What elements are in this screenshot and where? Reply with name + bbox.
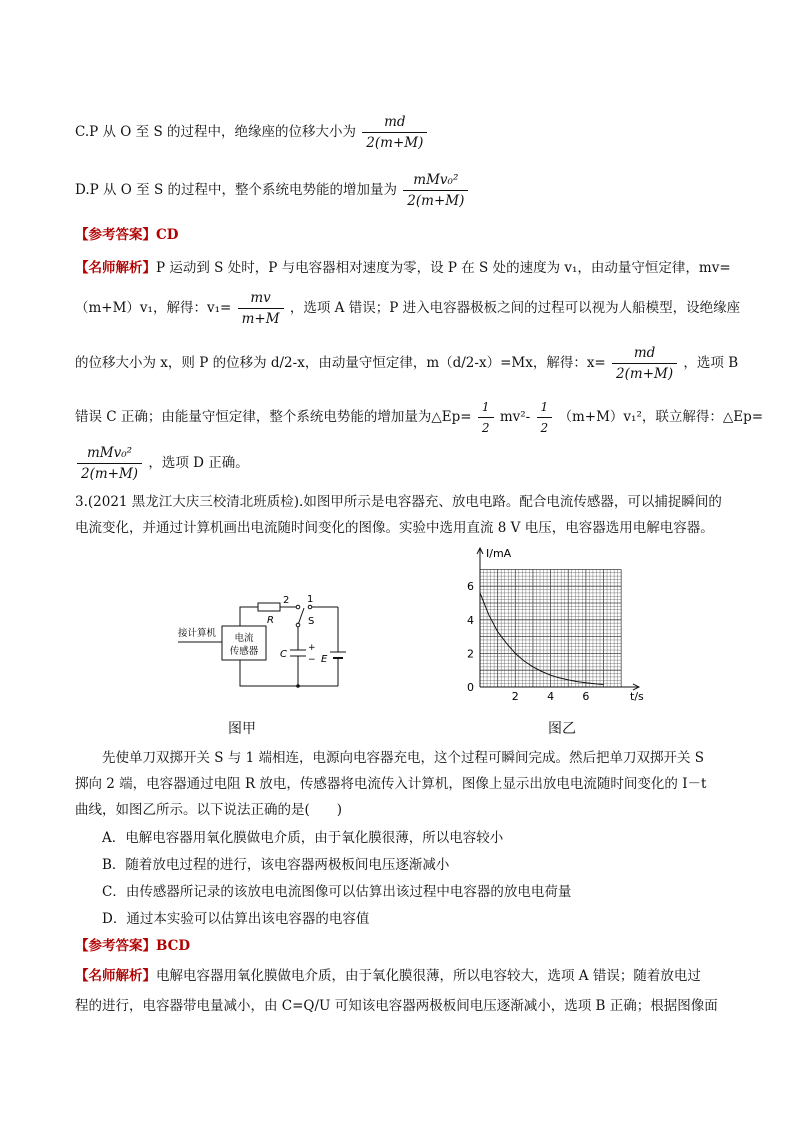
fraction-half-1 — [478, 397, 494, 438]
answer-tag: 【参考答案】 — [75, 938, 156, 954]
choice-b: B．随着放电过程的进行，该电容器两极板间电压逐渐减小 — [102, 857, 450, 873]
capacitor-plus: + — [308, 643, 316, 653]
y-tick-label: 4 — [467, 613, 474, 627]
question-3-body-3: 曲线，如图乙所示。以下说法正确的是( ) — [75, 802, 343, 818]
figure-yi-caption: 图乙 — [548, 721, 576, 737]
question-3-body-2: 掷向 2 端，电容器通过电阻 R 放电，传感器将电流传入计算机，图像上显示出放电电流随时间变化的 I－t — [75, 776, 707, 792]
answer-tag: 【参考答案】 — [75, 227, 156, 243]
explanation-text: 错误 C 正确；由能量守恒定律，整个系统电势能的增加量为△Ep= — [75, 409, 472, 425]
explanation-text: 的位移大小为 x，则 P 的位移为 d/2-x，由动量守恒定律，m（d/2-x）=Mx，解得：x= — [75, 355, 606, 371]
circuit-diagram — [170, 590, 370, 700]
explanation-tag: 【名师解析】 — [75, 968, 156, 984]
capacitor-label: C — [280, 649, 287, 660]
answer-value: CD — [156, 227, 179, 243]
option-c-fraction — [362, 112, 427, 153]
reference-answer-2 — [75, 936, 190, 956]
terminal-1-label: 1 — [307, 594, 314, 605]
fraction-denominator: 2(m+M) — [362, 132, 427, 153]
x-tick-label: 6 — [582, 690, 590, 703]
explanation-2-line-1 — [75, 966, 701, 986]
battery-label: E — [321, 654, 328, 665]
reference-answer-1 — [75, 225, 178, 245]
explanation-1-line-5 — [75, 443, 249, 484]
fraction-denominator: 2 — [478, 417, 494, 438]
figure-jia-caption: 图甲 — [228, 721, 256, 737]
option-d-fraction — [403, 170, 468, 211]
question-3-line-2: 电流变化，并通过计算机画出电流随时间变化的图像。实验中选用直流 8 V 电压，电容器选用电解电容器。 — [75, 520, 714, 536]
y-axis-label: I/mA — [486, 547, 512, 560]
fraction-numerator: 1 — [540, 400, 549, 414]
fraction-numerator: mv — [250, 290, 271, 306]
explanation-2-line-2: 程的进行，电容器带电量减小，由 C=Q/U 可知该电容器两极板间电压逐渐减小，选项 B 正确；根据图像面 — [75, 998, 718, 1014]
resistor-r — [258, 603, 280, 611]
option-c-text: C.P 从 O 至 S 的过程中，绝缘座的位移大小为 — [75, 124, 356, 140]
explanation-1-line-3 — [75, 343, 738, 384]
fraction-denominator: 2(m+M) — [612, 363, 677, 384]
fraction-numerator: mMv₀² — [413, 172, 459, 188]
explanation-1-line-2 — [75, 288, 740, 329]
sensor-label-1: 电流 — [234, 633, 254, 644]
explanation-1-line-1 — [75, 258, 731, 278]
option-c — [75, 112, 429, 153]
capacitor-minus: − — [308, 655, 316, 665]
x-axis-label: t/s — [630, 690, 644, 703]
choice-a: A．电解电容器用氧化膜做电介质，由于氧化膜很薄，所以电容较小 — [102, 830, 504, 846]
answer-value: BCD — [156, 938, 191, 954]
explanation-1-line-4 — [75, 397, 763, 438]
origin-label: 0 — [467, 681, 474, 694]
fraction-x — [612, 343, 677, 384]
explanation-text: （m+M）v₁，解得：v₁= — [75, 300, 232, 316]
resistor-label: R — [267, 615, 274, 626]
fraction-numerator: md — [633, 345, 656, 361]
x-tick-label: 2 — [511, 690, 519, 703]
fraction-denominator: 2(m+M) — [77, 463, 142, 484]
fraction-numerator: md — [384, 114, 406, 130]
explanation-text: ，选项 A 错误；P 进入电容器极板之间的过程可以视为人船模型，设绝缘座 — [289, 300, 741, 316]
option-d — [75, 170, 470, 211]
fraction-denominator: 2(m+M) — [403, 190, 468, 211]
explanation-text: （m+M）v₁²，联立解得：△Ep= — [558, 409, 764, 425]
terminal-2-label: 2 — [283, 595, 290, 606]
choice-c: C．由传感器所记录的该放电电流图像可以估算出该过程中电容器的放电电荷量 — [102, 884, 572, 900]
question-3-body-1: 先使单刀双掷开关 S 与 1 端相连，电源向电容器充电，这个过程可瞬间完成。然后把单刀双掷开关 S — [102, 750, 705, 766]
explanation-tag: 【名师解析】 — [75, 260, 156, 276]
choice-d: D．通过本实验可以估算出该电容器的电容值 — [102, 911, 370, 927]
current-time-chart — [460, 545, 660, 705]
explanation-text: ，选项 B — [683, 355, 739, 371]
y-tick-label: 2 — [467, 647, 474, 661]
fraction-v1 — [238, 288, 284, 329]
y-tick-label: 6 — [467, 580, 474, 594]
fraction-numerator: mMv₀² — [86, 445, 133, 461]
chart-grid — [480, 569, 621, 687]
computer-label: 接计算机 — [178, 628, 217, 639]
fraction-energy — [77, 443, 142, 484]
switch-label: S — [308, 616, 315, 627]
explanation-text: ，选项 D 正确。 — [148, 455, 249, 471]
discharge-curve — [480, 593, 604, 685]
x-tick-label: 4 — [547, 690, 555, 703]
option-d-text: D.P 从 O 至 S 的过程中，整个系统电势能的增加量为 — [75, 182, 397, 198]
fraction-numerator: 1 — [481, 400, 490, 414]
question-3-line-1: 3.(2021 黑龙江大庆三校清北班质检).如图甲所示是电容器充、放电电路。配合电流传感器，可以捕捉瞬间的 — [75, 494, 722, 510]
explanation-text: P 运动到 S 处时，P 与电容器相对速度为零，设 P 在 S 处的速度为 v₁，由动量守恒定律，mv= — [156, 260, 731, 276]
explanation-text: 电解电容器用氧化膜做电介质，由于氧化膜很薄，所以电容较大，选项 A 错误；随着放电过 — [156, 968, 701, 984]
explanation-text: mv²- — [499, 409, 535, 425]
fraction-half-2 — [537, 397, 553, 438]
fraction-denominator: m+M — [238, 308, 284, 329]
fraction-denominator: 2 — [537, 417, 553, 438]
sensor-label-2: 传感器 — [229, 646, 259, 657]
switch-s-blade — [298, 608, 304, 625]
